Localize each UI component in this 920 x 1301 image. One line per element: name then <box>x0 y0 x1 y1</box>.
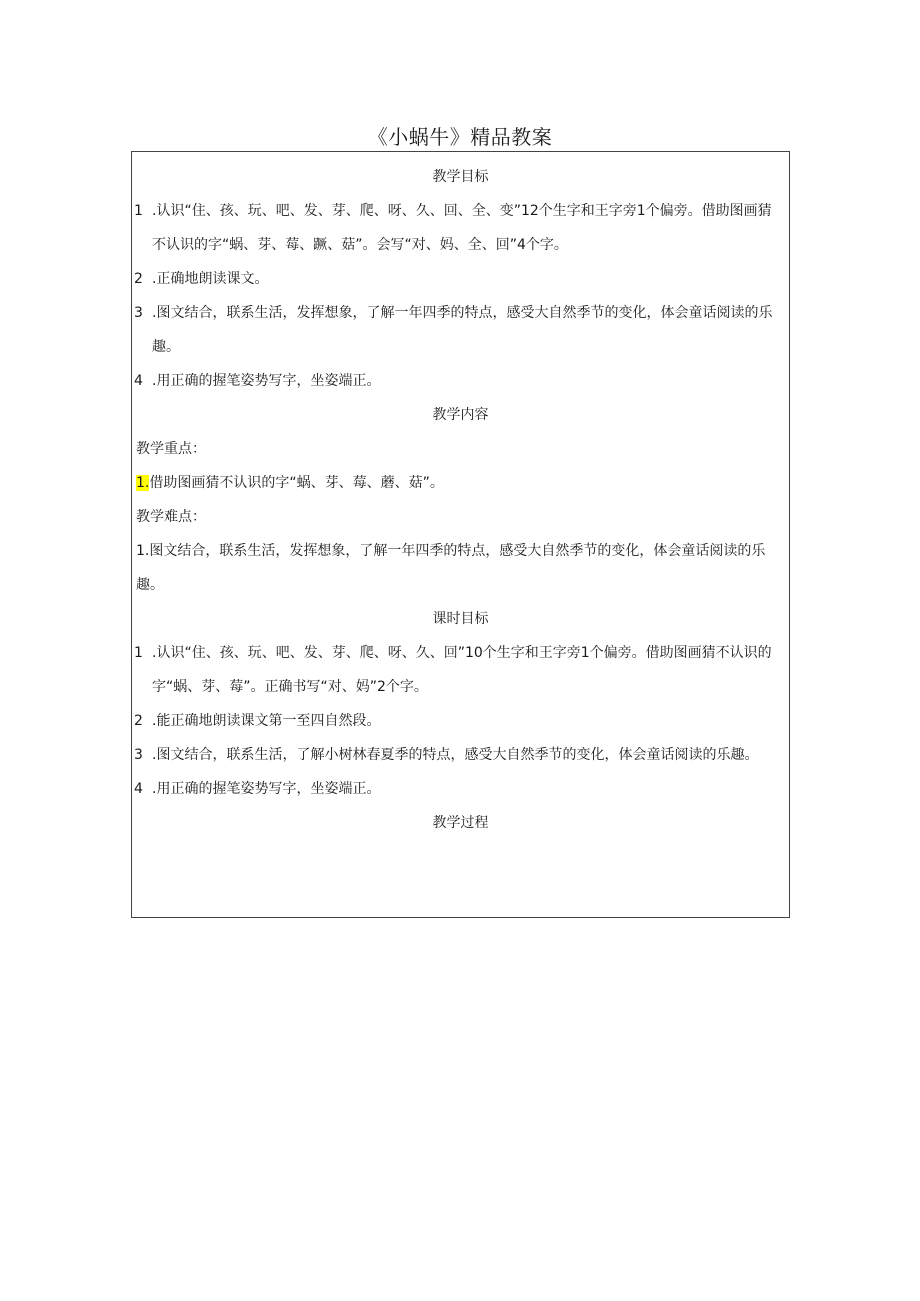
lesson-goal-item-text: .用正确的握笔姿势写字，坐姿端正。 <box>152 781 381 797</box>
difficult-points-label: 教学难点： <box>136 509 206 525</box>
key-points-label: 教学重点： <box>136 441 206 457</box>
goal-item-4 <box>132 364 789 398</box>
goal-item-text: .用正确的握笔姿势写字，坐姿端正。 <box>152 373 381 389</box>
lesson-goal-item-number: 3 <box>134 747 143 763</box>
difficult-point-item-1: 1.图文结合，联系生活，发挥想象，了解一年四季的特点，感受大自然季节的变化，体会童话阅读的乐趣。 <box>136 543 766 593</box>
goal-item-2 <box>132 262 789 296</box>
key-point-number-highlighted: 1. <box>136 475 150 491</box>
lesson-goal-item-number: 1 <box>134 645 143 661</box>
goal-item-1 <box>132 194 789 262</box>
goal-item-3 <box>132 296 789 364</box>
lesson-goal-item-text: .能正确地朗读课文第一至四自然段。 <box>152 713 381 729</box>
section-heading-process: 教学过程 <box>432 815 489 831</box>
goal-item-number: 4 <box>134 373 143 389</box>
key-point-item-1 <box>132 466 789 500</box>
lesson-goal-item-text: .图文结合，联系生活，了解小树林春夏季的特点，感受大自然季节的变化，体会童话阅读的乐趣。 <box>152 747 759 763</box>
lesson-goal-item-3 <box>132 738 789 772</box>
lesson-goal-item-text: .认识“住、孩、玩、吧、发、芽、爬、呀、久、回”10个生字和王字旁1个偏旁。借助图画猜不认识的字“蜗、芽、莓”。正确书写“对、妈”2个字。 <box>152 645 772 695</box>
lesson-goal-item-number: 4 <box>134 781 143 797</box>
lesson-goal-item-1 <box>132 636 789 704</box>
goal-item-text: .图文结合，联系生活，发挥想象，了解一年四季的特点，感受大自然季节的变化，体会童话阅读的乐趣。 <box>152 305 773 355</box>
goal-item-number: 2 <box>134 271 143 287</box>
goal-item-text: .正确地朗读课文。 <box>152 271 269 287</box>
key-point-text: 借助图画猜不认识的字“蜗、芽、莓、蘑、菇”。 <box>149 475 444 491</box>
lesson-goal-item-number: 2 <box>134 713 143 729</box>
goal-item-number: 1 <box>134 203 143 219</box>
lesson-plan-table <box>131 151 790 918</box>
goal-item-text: .认识“住、孩、玩、吧、发、芽、爬、呀、久、回、全、变”12个生字和王字旁1个偏旁。借助图画猜不认识的字“蜗、芽、莓、蹶、菇”。会写“对、妈、全、回”4个字。 <box>152 203 772 253</box>
section-heading-content: 教学内容 <box>432 407 489 423</box>
section-heading-goals: 教学目标 <box>432 169 489 185</box>
document-title: 《小蜗牛》精品教案 <box>367 125 553 149</box>
goal-item-number: 3 <box>134 305 143 321</box>
lesson-goal-item-2 <box>132 704 789 738</box>
section-heading-lesson-goals: 课时目标 <box>432 611 489 627</box>
lesson-goal-item-4 <box>132 772 789 806</box>
